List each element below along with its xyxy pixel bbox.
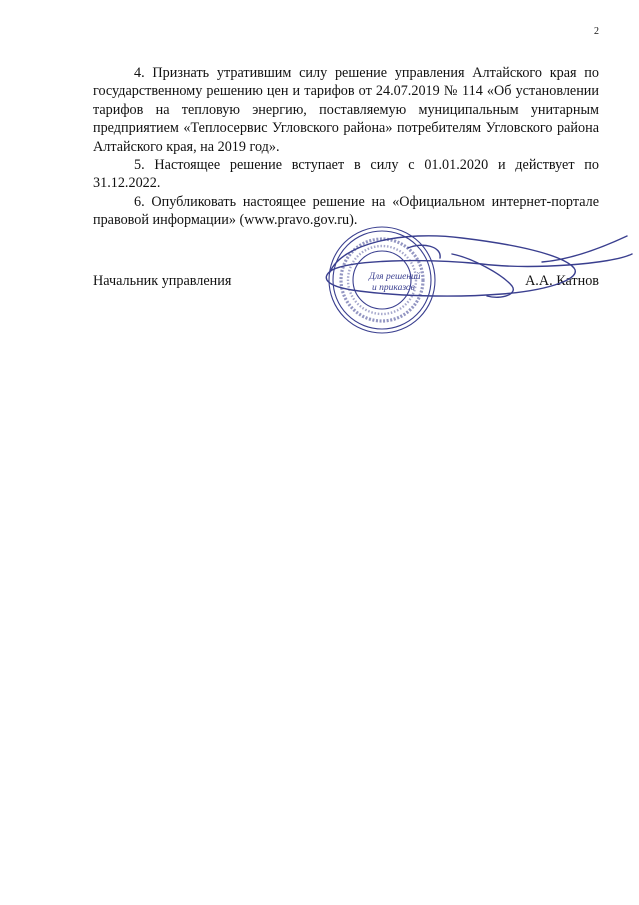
paragraph-4: 4. Признать утратившим силу решение управления Алтайского края по государственному решению цен и тарифов от 24.07.2019 № 114 «Об установлении тарифов на тепловую энергию, поставляемую муниципальным унитарным предприятием «Теплосервис Угловского района» потребителям Угловского района Алтайского края, на 2019 год». — [93, 65, 599, 155]
signer-position: Начальник управления — [93, 273, 232, 289]
signature-tail — [542, 236, 627, 262]
signature-stroke-3 — [408, 245, 440, 258]
signer-name: А.А. Катнов — [525, 273, 599, 289]
seal-center-line-1: Для решений — [369, 272, 421, 282]
seal-center-line-2: и приказов — [372, 283, 415, 293]
signature-block — [93, 272, 599, 292]
page-number: 2 — [594, 26, 599, 37]
document-body — [93, 64, 599, 230]
paragraph-5: 5. Настоящее решение вступает в силу с 01.01.2020 и действует по 31.12.2022. — [93, 157, 599, 192]
paragraph-6: 6. Опубликовать настоящее решение на «Официальном интернет-портале правовой информации» (www.pravo.gov.ru). — [93, 193, 599, 229]
